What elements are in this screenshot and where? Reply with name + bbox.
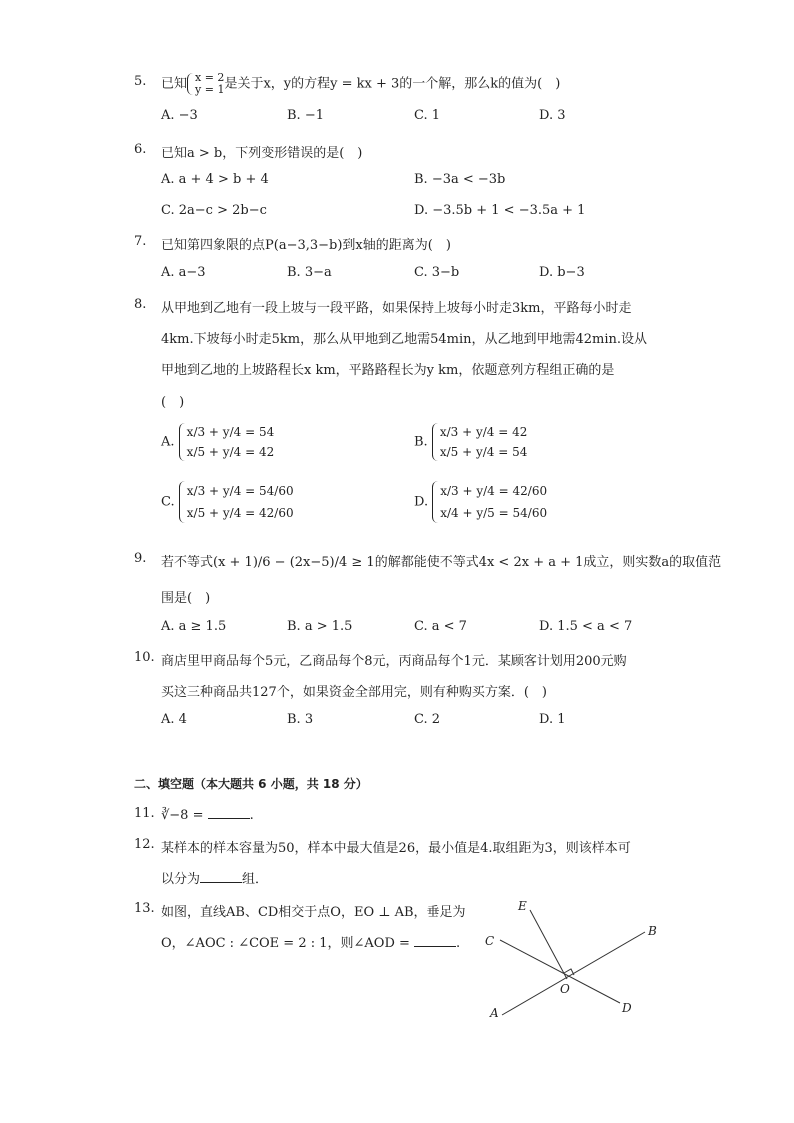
option-c: C. 2a−c > 2b−c — [161, 203, 267, 218]
option-d: D. 1 — [539, 712, 566, 727]
question-text: 已知第四象限的点P(a−3,3−b)到x轴的距离为( ) — [161, 238, 451, 253]
question-line: 若不等式(x + 1)/6 − (2x−5)/4 ≥ 1的解都能使不等式4x < 2x + a + 1成立，则实数a的取值范 — [161, 555, 722, 570]
option-c: C. 3−b — [414, 265, 460, 280]
question-number: 10. — [134, 650, 155, 665]
question-number: 12. — [134, 837, 155, 852]
answer-blank[interactable] — [208, 806, 250, 819]
question-line: 如图，直线AB、CD相交于点O，EO ⊥ AB，垂足为 — [161, 905, 466, 920]
question-text: 已知a > b，下列变形错误的是( ) — [161, 146, 363, 161]
label-b: B — [648, 924, 657, 938]
question-line: 围是( ) — [161, 591, 211, 606]
equation-system: x/3 + y/4 = 42 x/5 + y/4 = 54 — [432, 422, 528, 462]
equation-system: x/3 + y/4 = 54 x/5 + y/4 = 42 — [179, 422, 275, 462]
section-title: 二、填空题（本大题共 6 小题，共 18 分） — [134, 777, 368, 791]
question-number: 6. — [134, 142, 147, 157]
question-number: 7. — [134, 234, 147, 249]
answer-blank[interactable] — [414, 934, 456, 947]
question-line: 商店里甲商品每个5元，乙商品每个8元，丙商品每个1元．某顾客计划用200元购 — [161, 654, 627, 669]
question-line: 买这三种商品共127个，如果资金全部用完，则有种购买方案．( ) — [161, 685, 547, 700]
option-d: D. 1.5 < a < 7 — [539, 619, 633, 634]
option-c: C. x/3 + y/4 = 54/60 x/5 + y/4 = 42/60 — [161, 480, 294, 524]
label-e: E — [518, 899, 527, 913]
option-d: D. 3 — [539, 108, 566, 123]
question-number: 9. — [134, 551, 147, 566]
equation-system: x/3 + y/4 = 42/60 x/4 + y/5 = 54/60 — [432, 480, 547, 524]
question-number: 13. — [134, 901, 155, 916]
equation-system: x/3 + y/4 = 54/60 x/5 + y/4 = 42/60 — [179, 480, 294, 524]
question-text-pre: 已知 — [161, 76, 188, 92]
question-line: 某样本的样本容量为50，样本中最大值是26，最小值是4.取组距为3，则该样本可 — [161, 841, 631, 856]
option-c: C. a < 7 — [414, 619, 467, 634]
option-c: C. 2 — [414, 712, 441, 727]
option-c: C. 1 — [414, 108, 441, 123]
question-number: 8. — [134, 297, 147, 312]
option-b: B. x/3 + y/4 = 42 x/5 + y/4 = 54 — [414, 422, 527, 462]
option-a: A. a + 4 > b + 4 — [161, 172, 269, 187]
option-a: A. a−3 — [161, 265, 206, 280]
geometry-figure — [480, 895, 680, 1025]
label-d: D — [622, 1001, 632, 1015]
option-b: B. a > 1.5 — [287, 619, 353, 634]
option-a: A. −3 — [161, 108, 198, 123]
equation-system: x = 2 y = 1 — [187, 72, 224, 96]
option-b: B. 3 — [287, 712, 314, 727]
question-line: 以分为 组． — [161, 872, 269, 887]
answer-blank[interactable] — [200, 870, 242, 883]
option-a: A. 4 — [161, 712, 187, 727]
question-text: ∛−8 = . — [161, 808, 254, 823]
option-d: D. x/3 + y/4 = 42/60 x/4 + y/5 = 54/60 — [414, 480, 547, 524]
question-number: 11. — [134, 806, 155, 821]
option-d: D. b−3 — [539, 265, 585, 280]
option-b: B. 3−a — [287, 265, 332, 280]
ray-oe — [530, 910, 567, 979]
option-d: D. −3.5b + 1 < −3.5a + 1 — [414, 203, 586, 218]
option-b: B. −1 — [287, 108, 324, 123]
option-b: B. −3a < −3b — [414, 172, 506, 187]
question-text-post: 是关于x，y的方程y = kx + 3的一个解，那么k的值为( ) — [224, 76, 561, 92]
label-c: C — [485, 934, 495, 948]
option-a: A. x/3 + y/4 = 54 x/5 + y/4 = 42 — [161, 422, 274, 462]
question-line: 甲地到乙地的上坡路程长x km，平路路程长为y km，依题意列方程组正确的是 — [161, 363, 615, 378]
question-number: 5. — [134, 74, 147, 89]
label-o: O — [560, 982, 570, 996]
question-line: 4km.下坡每小时走5km，那么从甲地到乙地需54min，从乙地到甲地需42min.设从 — [161, 332, 648, 347]
label-a: A — [490, 1006, 499, 1020]
question-line: 从甲地到乙地有一段上坡与一段平路，如果保持上坡每小时走3km，平路每小时走 — [161, 301, 632, 316]
question-line: ( ) — [161, 395, 185, 410]
question-line: O，∠AOC : ∠COE = 2 : 1，则∠AOD = . — [161, 936, 461, 951]
option-a: A. a ≥ 1.5 — [161, 619, 227, 634]
